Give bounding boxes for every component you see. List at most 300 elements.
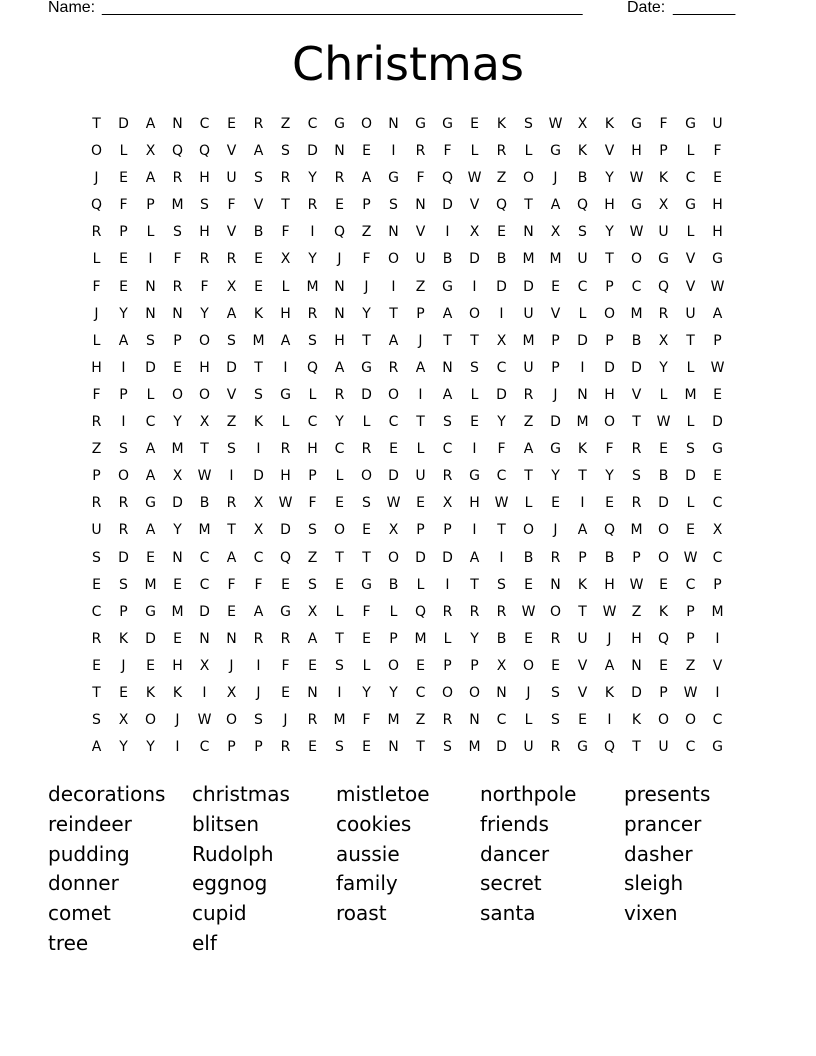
grid-letter[interactable]: R [442,468,453,485]
grid-letter[interactable]: Z [523,414,534,431]
grid-letter[interactable]: B [658,468,669,485]
grid-letter[interactable]: U [577,251,588,268]
grid-letter[interactable]: E [659,441,668,458]
grid-letter[interactable]: F [281,224,290,241]
grid-letter[interactable]: D [631,684,642,701]
grid-letter[interactable]: S [551,712,560,729]
grid-letter[interactable]: R [118,522,129,539]
grid-letter[interactable]: R [226,495,237,512]
grid-letter[interactable]: C [685,576,696,593]
grid-letter[interactable]: M [549,251,562,268]
grid-letter[interactable]: I [715,630,720,647]
grid-letter[interactable]: C [91,603,102,620]
grid-letter[interactable]: Q [576,197,589,214]
grid-letter[interactable]: L [146,224,155,241]
grid-letter[interactable]: E [470,116,479,132]
grid-letter[interactable]: E [173,630,182,647]
grid-letter[interactable]: N [172,305,183,322]
grid-letter[interactable]: T [605,251,614,268]
grid-letter[interactable]: U [523,359,534,376]
grid-letter[interactable]: N [469,712,480,729]
grid-letter[interactable]: V [226,224,237,241]
grid-letter[interactable]: L [92,332,101,349]
grid-letter[interactable]: H [199,170,210,187]
grid-letter[interactable]: L [92,251,101,268]
grid-letter[interactable]: S [335,739,344,756]
grid-letter[interactable]: M [630,305,643,322]
grid-letter[interactable]: D [577,332,588,349]
grid-letter[interactable]: V [550,305,561,322]
grid-letter[interactable]: W [197,468,212,485]
grid-letter[interactable]: S [578,224,587,241]
grid-letter[interactable]: I [175,739,180,756]
grid-letter[interactable]: S [146,332,155,349]
grid-letter[interactable]: X [172,468,183,485]
grid-letter[interactable]: R [280,630,291,647]
grid-letter[interactable]: E [92,657,101,674]
grid-letter[interactable]: O [468,305,481,322]
grid-letter[interactable]: A [469,549,480,566]
grid-letter[interactable]: E [713,170,722,187]
grid-letter[interactable]: G [361,576,372,593]
grid-letter[interactable]: P [443,522,452,539]
grid-letter[interactable]: E [713,468,722,485]
grid-letter[interactable]: R [307,305,318,322]
grid-letter[interactable]: P [119,603,128,620]
grid-letter[interactable]: D [199,603,210,620]
grid-letter[interactable]: T [254,359,263,376]
grid-letter[interactable]: H [631,630,642,647]
grid-letter[interactable]: X [496,332,507,349]
grid-letter[interactable]: N [172,549,183,566]
grid-letter[interactable]: O [198,332,211,349]
grid-letter[interactable]: A [145,522,156,539]
grid-letter[interactable]: V [631,386,642,403]
grid-letter[interactable]: W [521,603,536,620]
grid-letter[interactable]: H [199,224,210,241]
grid-letter[interactable]: U [523,739,534,756]
grid-letter[interactable]: X [658,332,669,349]
grid-letter[interactable]: W [386,495,401,512]
grid-letter[interactable]: N [523,224,534,241]
grid-letter[interactable]: D [604,359,615,376]
grid-letter[interactable]: I [310,224,315,241]
grid-letter[interactable]: R [631,441,642,458]
grid-letter[interactable]: I [472,278,477,295]
grid-letter[interactable]: O [657,522,670,539]
grid-letter[interactable]: X [199,414,210,431]
grid-letter[interactable]: A [253,603,264,620]
grid-letter[interactable]: O [144,712,157,729]
grid-letter[interactable]: Y [497,414,506,431]
grid-letter[interactable]: V [469,197,480,214]
grid-letter[interactable]: L [335,468,344,485]
grid-letter[interactable]: Q [603,739,616,756]
grid-letter[interactable]: F [254,576,263,593]
grid-letter[interactable]: I [418,386,423,403]
grid-letter[interactable]: A [361,170,372,187]
grid-letter[interactable]: C [199,739,210,756]
grid-letter[interactable]: Q [414,603,427,620]
grid-letter[interactable]: V [604,143,615,160]
grid-letter[interactable]: O [603,305,616,322]
grid-letter[interactable]: G [685,197,696,214]
grid-letter[interactable]: M [576,414,589,431]
grid-letter[interactable]: E [281,684,290,701]
grid-letter[interactable]: Z [631,603,642,620]
grid-letter[interactable]: P [416,305,425,322]
grid-letter[interactable]: E [389,441,398,458]
grid-letter[interactable]: G [685,116,696,132]
grid-letter[interactable]: D [442,197,453,214]
grid-letter[interactable]: Y [659,359,668,376]
grid-letter[interactable]: Y [173,522,182,539]
grid-letter[interactable]: Y [119,739,128,756]
grid-letter[interactable]: G [658,251,669,268]
grid-letter[interactable]: G [712,441,723,458]
grid-letter[interactable]: P [632,549,641,566]
grid-letter[interactable]: X [469,224,480,241]
grid-letter[interactable]: P [389,630,398,647]
grid-letter[interactable]: S [686,441,695,458]
grid-letter[interactable]: L [524,712,533,729]
grid-letter[interactable]: R [280,170,291,187]
grid-letter[interactable]: X [496,657,507,674]
grid-letter[interactable]: P [146,197,155,214]
grid-letter[interactable]: L [389,603,398,620]
grid-letter[interactable]: L [686,414,695,431]
grid-letter[interactable]: C [388,414,399,431]
grid-letter[interactable]: L [470,143,479,160]
grid-letter[interactable]: R [334,386,345,403]
grid-letter[interactable]: R [91,224,102,241]
grid-letter[interactable]: P [416,522,425,539]
grid-letter[interactable]: M [171,197,184,214]
grid-letter[interactable]: P [605,278,614,295]
grid-letter[interactable]: I [580,495,585,512]
grid-letter[interactable]: T [524,197,533,214]
grid-letter[interactable]: O [387,251,400,268]
grid-letter[interactable]: M [198,522,211,539]
grid-letter[interactable]: S [173,224,182,241]
grid-letter[interactable]: E [524,630,533,647]
grid-letter[interactable]: F [92,386,101,403]
grid-letter[interactable]: W [629,224,644,241]
grid-letter[interactable]: Q [198,143,211,160]
grid-letter[interactable]: R [280,739,291,756]
grid-letter[interactable]: F [119,197,128,214]
grid-letter[interactable]: F [92,278,101,295]
grid-letter[interactable]: P [605,332,614,349]
grid-letter[interactable]: E [119,170,128,187]
grid-letter[interactable]: N [145,305,156,322]
grid-letter[interactable]: U [658,224,669,241]
grid-letter[interactable]: I [283,359,288,376]
grid-letter[interactable]: K [145,684,156,701]
grid-letter[interactable]: D [685,468,696,485]
grid-letter[interactable]: D [496,739,507,756]
grid-letter[interactable]: C [712,495,723,512]
grid-letter[interactable]: O [387,549,400,566]
grid-letter[interactable]: M [630,522,643,539]
grid-letter[interactable]: H [712,224,723,241]
grid-letter[interactable]: J [121,657,126,674]
grid-letter[interactable]: I [121,414,126,431]
grid-letter[interactable]: N [307,684,318,701]
grid-letter[interactable]: J [553,170,558,187]
grid-letter[interactable]: H [604,386,615,403]
grid-letter[interactable]: K [577,441,588,458]
grid-letter[interactable]: O [117,468,130,485]
grid-letter[interactable]: C [577,278,588,295]
grid-letter[interactable]: E [416,657,425,674]
grid-letter[interactable]: X [226,684,237,701]
grid-letter[interactable]: N [145,278,156,295]
grid-letter[interactable]: U [91,522,102,539]
grid-letter[interactable]: D [712,414,723,431]
grid-letter[interactable]: H [307,441,318,458]
grid-letter[interactable]: Q [279,549,292,566]
grid-letter[interactable]: S [308,576,317,593]
grid-letter[interactable]: Q [657,278,670,295]
grid-letter[interactable]: R [334,170,345,187]
grid-letter[interactable]: U [712,116,723,132]
grid-letter[interactable]: C [307,414,318,431]
grid-letter[interactable]: B [496,630,507,647]
grid-letter[interactable]: P [308,468,317,485]
grid-letter[interactable]: X [658,197,669,214]
grid-letter[interactable]: R [550,739,561,756]
grid-letter[interactable]: H [280,468,291,485]
grid-letter[interactable]: G [550,143,561,160]
grid-letter[interactable]: K [118,630,129,647]
grid-letter[interactable]: C [199,116,210,132]
grid-letter[interactable]: V [226,386,237,403]
grid-letter[interactable]: B [577,170,588,187]
grid-letter[interactable]: P [92,468,101,485]
grid-letter[interactable]: Y [470,630,479,647]
grid-letter[interactable]: G [631,197,642,214]
grid-letter[interactable]: E [254,251,263,268]
grid-letter[interactable]: Y [551,468,560,485]
grid-letter[interactable]: A [280,332,291,349]
grid-letter[interactable]: R [388,359,399,376]
grid-letter[interactable]: F [659,116,668,132]
grid-letter[interactable]: L [686,224,695,241]
grid-letter[interactable]: J [607,630,612,647]
grid-letter[interactable]: C [712,549,723,566]
grid-letter[interactable]: A [253,143,264,160]
grid-letter[interactable]: S [281,143,290,160]
grid-letter[interactable]: Y [119,305,128,322]
grid-letter[interactable]: O [198,386,211,403]
grid-letter[interactable]: F [416,170,425,187]
grid-letter[interactable]: D [496,386,507,403]
grid-letter[interactable]: P [713,576,722,593]
grid-letter[interactable]: H [631,143,642,160]
grid-letter[interactable]: E [362,143,371,160]
grid-letter[interactable]: V [253,197,264,214]
grid-letter[interactable]: M [306,278,319,295]
grid-letter[interactable]: T [335,549,344,566]
grid-letter[interactable]: C [712,712,723,729]
grid-letter[interactable]: J [256,684,261,701]
grid-letter[interactable]: M [522,332,535,349]
grid-letter[interactable]: J [229,657,234,674]
grid-letter[interactable]: R [496,603,507,620]
grid-letter[interactable]: G [442,278,453,295]
grid-letter[interactable]: K [172,684,183,701]
grid-letter[interactable]: L [578,305,587,322]
grid-letter[interactable]: B [631,332,642,349]
grid-letter[interactable]: I [445,224,450,241]
grid-letter[interactable]: T [578,468,587,485]
grid-letter[interactable]: D [415,549,426,566]
grid-letter[interactable]: N [334,305,345,322]
grid-letter[interactable]: F [362,603,371,620]
grid-letter[interactable]: T [416,414,425,431]
grid-letter[interactable]: D [631,359,642,376]
grid-letter[interactable]: J [94,170,99,187]
grid-letter[interactable]: D [145,359,156,376]
grid-letter[interactable]: K [604,116,615,132]
grid-letter[interactable]: T [632,414,641,431]
grid-letter[interactable]: N [388,739,399,756]
grid-letter[interactable]: S [200,197,209,214]
grid-letter[interactable]: T [92,684,101,701]
grid-letter[interactable]: R [550,630,561,647]
grid-letter[interactable]: R [307,197,318,214]
grid-letter[interactable]: W [494,495,509,512]
grid-letter[interactable]: M [171,441,184,458]
grid-letter[interactable]: F [713,143,722,160]
grid-letter[interactable]: A [415,359,426,376]
grid-letter[interactable]: L [443,630,452,647]
grid-letter[interactable]: E [308,739,317,756]
grid-letter[interactable]: V [577,684,588,701]
grid-letter[interactable]: W [197,712,212,729]
grid-letter[interactable]: W [629,170,644,187]
grid-letter[interactable]: R [469,603,480,620]
grid-letter[interactable]: K [631,712,642,729]
grid-letter[interactable]: X [388,522,399,539]
grid-letter[interactable]: U [523,305,534,322]
grid-letter[interactable]: G [388,170,399,187]
grid-letter[interactable]: M [414,630,427,647]
grid-letter[interactable]: T [227,522,236,539]
grid-letter[interactable]: R [253,630,264,647]
grid-letter[interactable]: C [253,549,264,566]
grid-letter[interactable]: Z [280,116,291,132]
grid-letter[interactable]: J [364,278,369,295]
grid-letter[interactable]: R [118,495,129,512]
grid-letter[interactable]: E [227,116,236,132]
grid-letter[interactable]: N [172,116,183,132]
grid-letter[interactable]: B [523,549,534,566]
grid-letter[interactable]: L [362,657,371,674]
grid-letter[interactable]: D [253,468,264,485]
grid-letter[interactable]: F [497,441,506,458]
grid-letter[interactable]: E [281,576,290,593]
grid-letter[interactable]: S [497,576,506,593]
grid-letter[interactable]: G [145,495,156,512]
grid-letter[interactable]: S [551,684,560,701]
grid-letter[interactable]: X [577,116,588,132]
grid-letter[interactable]: P [713,332,722,349]
grid-letter[interactable]: D [118,116,129,132]
grid-letter[interactable]: V [685,251,696,268]
grid-letter[interactable]: T [686,332,695,349]
grid-letter[interactable]: P [659,143,668,160]
grid-letter[interactable]: X [253,522,264,539]
grid-letter[interactable]: S [254,712,263,729]
grid-letter[interactable]: E [362,630,371,647]
grid-letter[interactable]: I [337,684,342,701]
grid-letter[interactable]: O [630,251,643,268]
grid-letter[interactable]: A [550,197,561,214]
grid-letter[interactable]: B [442,251,453,268]
name-field[interactable]: ______________________________________________________ [102,0,583,16]
grid-letter[interactable]: J [526,684,531,701]
grid-letter[interactable]: R [253,116,264,132]
grid-letter[interactable]: E [416,495,425,512]
grid-letter[interactable]: Y [362,684,371,701]
grid-letter[interactable]: D [658,495,669,512]
grid-letter[interactable]: T [281,197,290,214]
grid-letter[interactable]: T [335,630,344,647]
grid-letter[interactable]: B [388,576,399,593]
grid-letter[interactable]: D [172,495,183,512]
grid-letter[interactable]: E [119,278,128,295]
grid-letter[interactable]: N [577,386,588,403]
grid-letter[interactable]: P [119,224,128,241]
grid-letter[interactable]: A [226,305,237,322]
grid-letter[interactable]: O [549,603,562,620]
grid-letter[interactable]: Y [146,739,155,756]
grid-letter[interactable]: N [334,278,345,295]
grid-letter[interactable]: O [468,684,481,701]
grid-letter[interactable]: D [145,630,156,647]
grid-letter[interactable]: P [659,684,668,701]
grid-letter[interactable]: C [145,414,156,431]
grid-letter[interactable]: U [415,251,426,268]
grid-letter[interactable]: E [92,576,101,593]
grid-letter[interactable]: X [307,603,318,620]
grid-letter[interactable]: P [119,386,128,403]
grid-letter[interactable]: N [496,684,507,701]
grid-letter[interactable]: S [119,576,128,593]
grid-letter[interactable]: R [91,630,102,647]
grid-letter[interactable]: L [524,495,533,512]
grid-letter[interactable]: L [470,386,479,403]
grid-letter[interactable]: J [175,712,180,729]
grid-letter[interactable]: W [710,359,725,376]
grid-letter[interactable]: F [227,576,236,593]
grid-letter[interactable]: Q [495,197,508,214]
grid-letter[interactable]: S [362,495,371,512]
grid-letter[interactable]: K [253,305,264,322]
grid-letter[interactable]: W [548,116,563,132]
grid-letter[interactable]: J [337,251,342,268]
grid-letter[interactable]: I [499,549,504,566]
grid-letter[interactable]: D [226,359,237,376]
grid-letter[interactable]: E [524,576,533,593]
grid-letter[interactable]: T [200,441,209,458]
grid-letter[interactable]: N [388,116,399,132]
grid-letter[interactable]: C [685,739,696,756]
grid-letter[interactable]: Y [605,170,614,187]
grid-letter[interactable]: K [658,603,669,620]
